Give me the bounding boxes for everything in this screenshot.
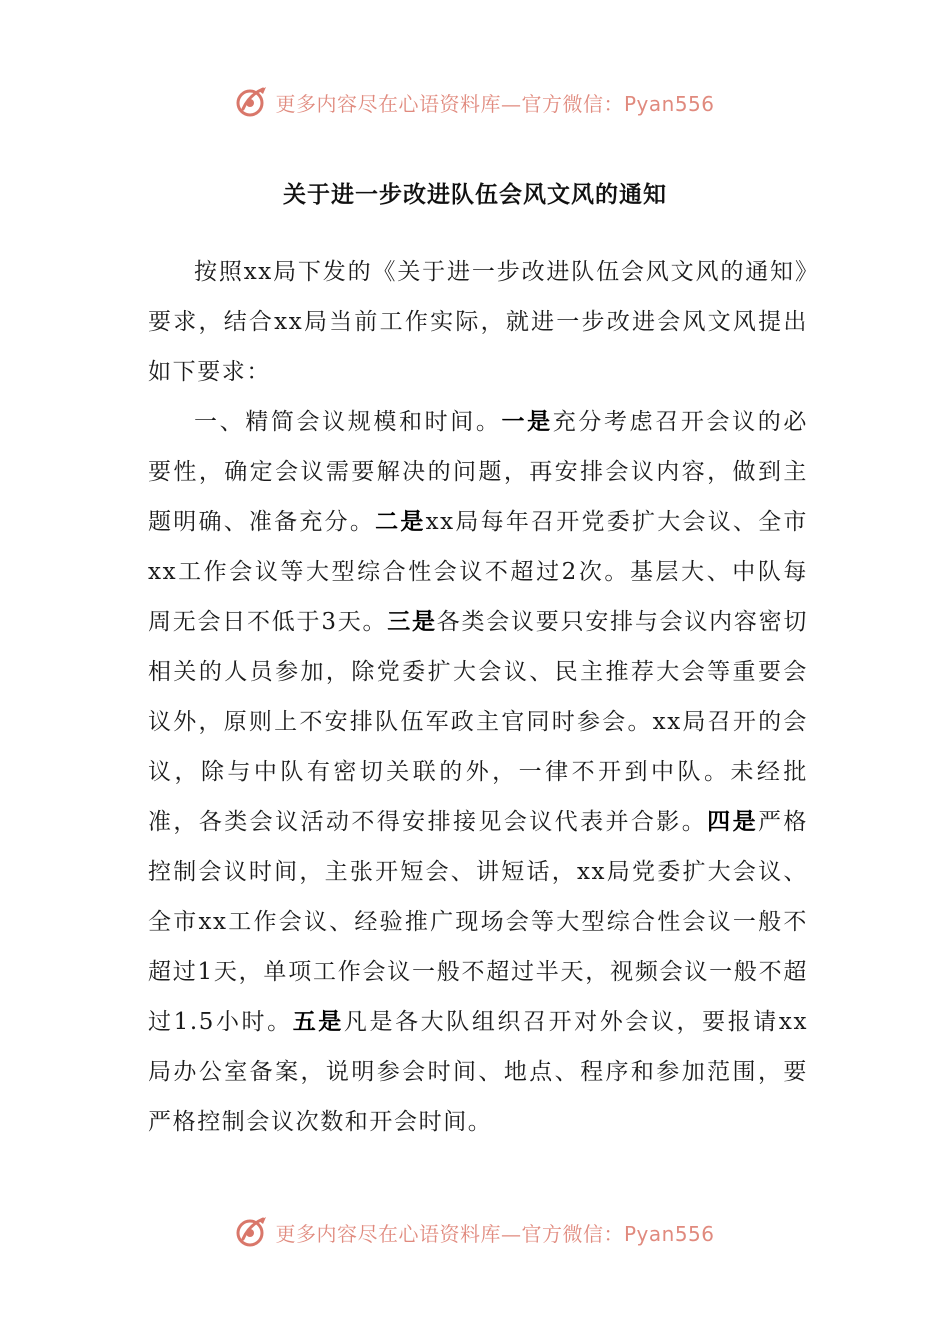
point-1-text: 充分考虑召开会议的必要性，确定会议需要解决的问题，再安排会议内容，做到主题明确、准备充分。 <box>148 409 809 535</box>
point-5-text: 凡是各大队组织召开对外会议，要报请xx局办公室备案，说明参会时间、地点、程序和参加范围，要严格控制会议次数和开会时间。 <box>148 1009 809 1135</box>
point-3-text: 各类会议要只安排与会议内容密切相关的人员参加，除党委扩大会议、民主推荐大会等重要会议外，原则上不安排队伍军政主官同时参会。xx局召开的会议，除与中队有密切关联的外，一律不开到中队。未经批准，各类会议活动不得安排接见会议代表并合影。 <box>148 609 809 835</box>
document-body <box>148 247 808 1147</box>
point-2-text: xx局每年召开党委扩大会议、全市xx工作会议等大型综合性会议不超过2次。基层大、中队每周无会日不低于3天。 <box>148 509 808 635</box>
point-1-keyword: 一是 <box>501 408 553 435</box>
point-4-text: 严格控制会议时间，主张开短会、讲短话，xx局党委扩大会议、全市xx工作会议、经验推广现场会等大型综合性会议一般不超过1天，单项工作会议一般不超过半天，视频会议一般不超过1.5小时。 <box>148 809 809 1035</box>
point-2-keyword: 二是 <box>375 508 426 535</box>
point-5-keyword: 五是 <box>292 1008 344 1035</box>
footer-watermark-banner <box>0 1210 950 1254</box>
watermark-text: 更多内容尽在心语资料库—官方微信：Pyan556 <box>275 1221 715 1246</box>
section-1-paragraph <box>148 397 808 1147</box>
pen-swirl-icon <box>235 1215 269 1249</box>
watermark-text: 更多内容尽在心语资料库—官方微信：Pyan556 <box>275 91 715 116</box>
intro-paragraph: 按照xx局下发的《关于进一步改进队伍会风文风的通知》要求，结合xx局当前工作实际，就进一步改进会风文风提出如下要求： <box>148 259 808 385</box>
point-3-keyword: 三是 <box>387 608 437 635</box>
header-watermark-banner <box>0 80 950 124</box>
point-4-keyword: 四是 <box>707 808 758 835</box>
document-title: 关于进一步改进队伍会风文风的通知 <box>283 181 667 208</box>
section-heading: 一、精简会议规模和时间。 <box>194 409 502 435</box>
pen-swirl-icon <box>235 85 269 119</box>
